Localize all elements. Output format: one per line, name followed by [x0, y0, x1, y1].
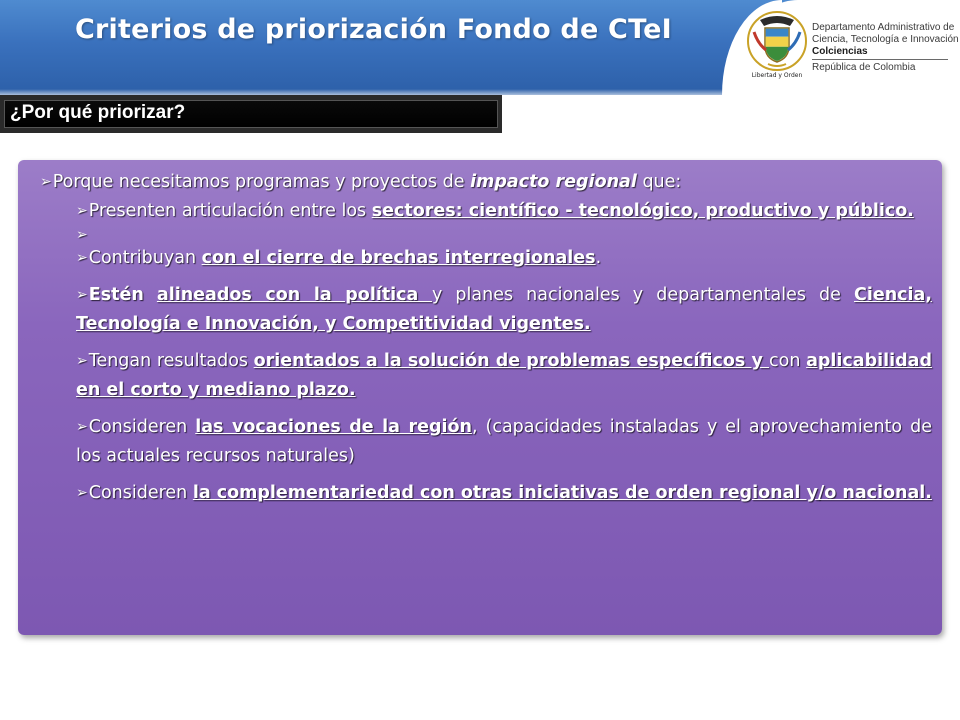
section-label: ¿Por qué priorizar?	[10, 102, 186, 123]
page-title: Criterios de priorización Fondo de CTeI	[75, 14, 672, 45]
organization-block	[812, 22, 959, 74]
org-name: Colciencias	[812, 46, 868, 57]
arrow-bullet-icon: ➢	[76, 353, 88, 369]
content-text	[40, 168, 932, 508]
arrow-bullet-icon: ➢	[76, 203, 88, 219]
arrow-bullet-icon: ➢	[76, 419, 88, 435]
org-line-2: Ciencia, Tecnología e Innovación	[812, 34, 959, 45]
arrow-bullet-icon: ➢	[40, 174, 52, 190]
seal-caption: Libertad y Orden	[751, 72, 803, 79]
list-item-resultados: ➢Tengan resultados orientados a la solución de problemas específicos y con aplicabilidad en el corto y mediano plazo.	[40, 347, 932, 405]
arrow-bullet-icon: ➢	[76, 485, 88, 501]
list-item-brechas: ➢Contribuyan con el cierre de brechas interregionales.	[40, 244, 932, 273]
list-item-alineados: ➢Estén alineados con la política y planes nacionales y departamentales de Ciencia, Tecnología e Innovación, y Competitividad vigentes.	[40, 281, 932, 339]
list-item-articulacion: ➢Presenten articulación entre los sectores: científico - tecnológico, productivo y público.	[40, 197, 932, 226]
colombia-coat-of-arms-icon	[746, 10, 808, 72]
arrow-bullet-icon: ➢	[76, 250, 88, 266]
org-line-1: Departamento Administrativo de	[812, 22, 955, 33]
arrow-bullet-icon: ➢	[76, 287, 88, 303]
org-divider	[812, 59, 948, 60]
list-item-empty	[40, 226, 932, 244]
arrow-bullet-icon: ➢	[76, 227, 88, 243]
intro-line: ➢Porque necesitamos programas y proyectos de impacto regional que:	[40, 168, 932, 197]
list-item-complementariedad: ➢Consideren la complementariedad con otras iniciativas de orden regional y/o nacional.	[40, 479, 932, 508]
list-item-vocaciones: ➢Consideren las vocaciones de la región, (capacidades instaladas y el aprovechamiento de los actuales recursos naturales)	[40, 413, 932, 471]
org-country: República de Colombia	[812, 62, 916, 73]
